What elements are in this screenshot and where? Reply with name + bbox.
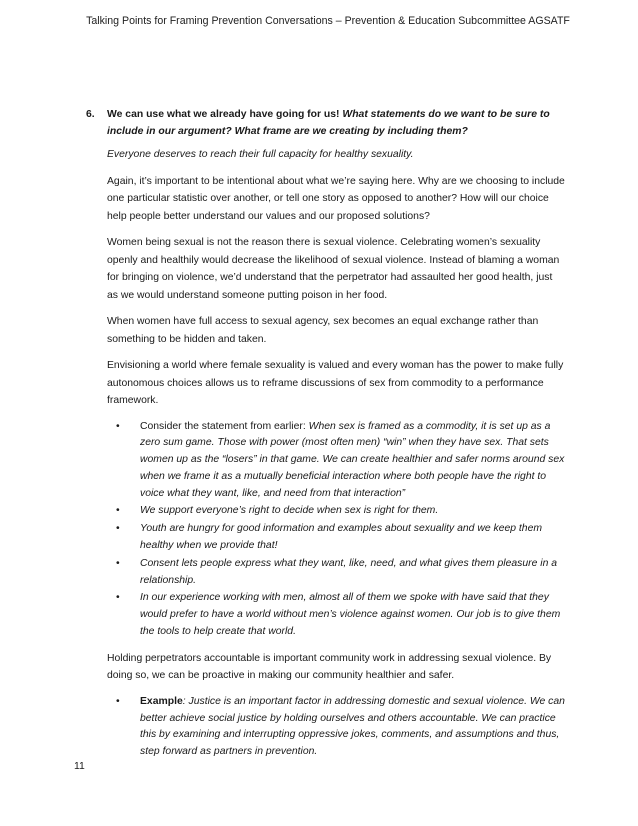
bullet-list [107,419,566,641]
paragraph: Women being sexual is not the reason there is sexual violence. Celebrating women’s sexuality openly and healthily would decrease the likelihood of sexual violence. Instead of blaming a woman for bringing on violence, we’d understand that the perpetrator had assaulted her good health, just as we would understand someone putting poison in her food. [107,237,560,301]
page-header: Talking Points for Framing Prevention Conversations – Prevention & Education Subcommittee AGSATF [86,15,570,27]
bullet-text: Youth are hungry for good information and examples about sexuality and we keep them healthy when we provide that! [140,523,543,552]
section-heading [86,106,566,140]
example-label: Example [140,695,183,707]
bullet-icon: • [116,557,120,569]
section-heading-plain: We can use what we already have going for us! [107,109,343,120]
section-body [86,146,566,761]
paragraph: When women have full access to sexual agency, sex becomes an equal exchange rather than something to be hidden and taken. [107,316,539,345]
bullet-text: Consent lets people express what they want, like, need, and what gives them pleasure in a relationship. [140,557,558,586]
bullet-icon: • [116,523,120,535]
bullet-item [107,521,566,555]
example-list [107,694,566,761]
page-content [86,106,566,770]
bullet-icon: • [116,695,120,707]
bullet-item [107,556,566,590]
closing-paragraph: Holding perpetrators accountable is important community work in addressing sexual violence. By doing so, we can be proactive in making our community healthier and safer. [107,652,552,682]
bullet-text: We support everyone’s right to decide when sex is right for them. [140,505,439,517]
example-item [107,694,566,761]
bullet-item [107,419,566,503]
bullet-item [107,590,566,640]
section-heading-italic: What statements do we want to be sure to include in our argument? What frame are we creating by including them? [107,109,550,137]
bullet-icon: • [116,420,120,432]
paragraph: Envisioning a world where female sexuality is valued and every woman has the power to make fully autonomous choices allows us to reframe discussions of sex from commodity to a performance framework. [107,360,564,406]
section-number: 6. [86,109,95,120]
paragraph-intro: Everyone deserves to reach their full capacity for healthy sexuality. [107,149,414,160]
bullet-icon: • [116,505,120,517]
bullet-text: When sex is framed as a commodity, it is set up as a zero sum game. Those with power (most often men) “win” when they have sex. That sets women up as the “losers” in that game. We can create healthier and safer norms around sex when we frame it as a mutually beneficial interaction where both people have the right to voice what they want, like, and need from that interaction” [140,420,565,499]
paragraph: Again, it’s important to be intentional about what we’re saying here. Why are we choosing to include one particular statistic over another, or tell one story as opposed to another? How will our choice help people better understand our values and our proposed solutions? [107,175,565,222]
bullet-text: In our experience working with men, almost all of them we spoke with have said that they would prefer to have a world without men’s violence against women. Our job is to give them the tools to help create that world. [140,592,561,638]
bullet-icon: • [116,592,120,604]
example-text: : Justice is an important factor in addressing domestic and sexual violence. We can better achieve social justice by holding ourselves and others accountable. We can practice this by examining and interrupting oppressive jokes, comments, and assumptions and thus, step forward as partners in prevention. [140,695,565,758]
bullet-lead: Consider the statement from earlier: [140,420,309,432]
page-number: 11 [74,761,85,772]
bullet-item [107,503,566,520]
